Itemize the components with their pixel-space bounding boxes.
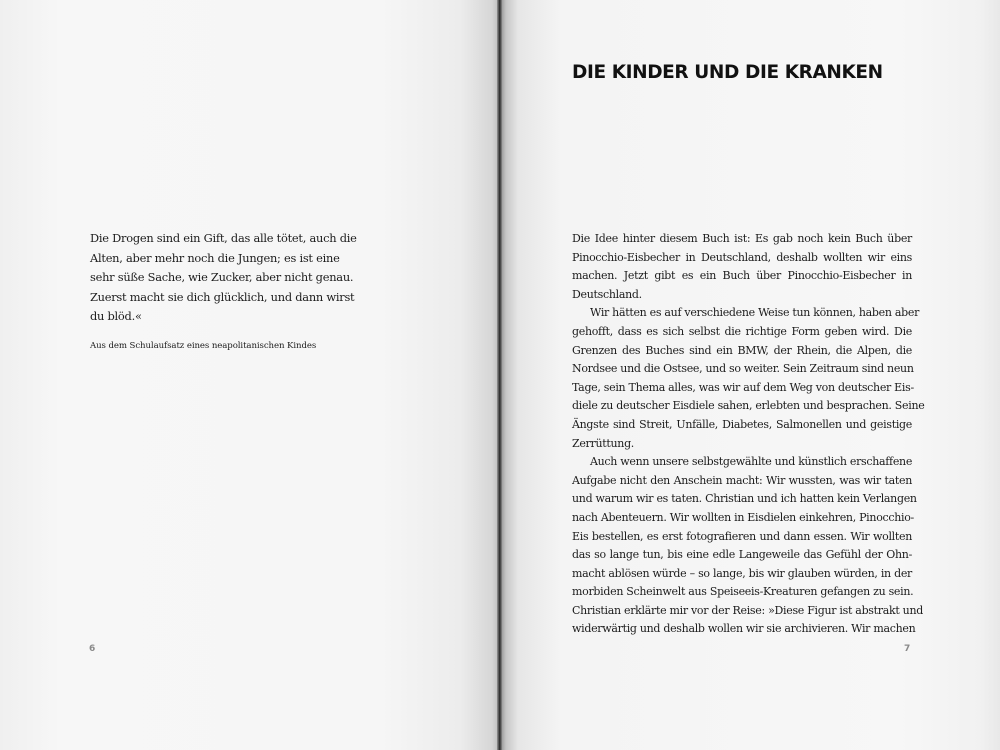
epigraph-line: Alten, aber mehr noch die Jungen; es ist eine (90, 250, 340, 265)
text-line: Grenzen des Buches sind ein BMW, der Rhein, die Alpen, die (572, 343, 912, 357)
text-line: gehofft, dass es sich selbst die richtige Form geben wird. Die (572, 324, 912, 338)
book-spine-gutter (497, 0, 502, 750)
text-line: Christian erklärte mir vor der Reise: »Diese Figur ist abstrakt und (572, 603, 923, 617)
text-line: und warum wir es taten. Christian und ich hatten kein Verlangen (572, 492, 917, 506)
text-line: widerwärtig und deshalb wollen wir sie archivieren. Wir machen (572, 622, 916, 636)
text-line: Deutschland. (572, 287, 642, 301)
page-number-left: 6 (89, 644, 96, 654)
text-line: Eis bestellen, es erst fotografieren und dann essen. Wir wollten (572, 529, 912, 543)
epigraph-line: sehr süße Sache, wie Zucker, aber nicht genau. (90, 270, 354, 285)
page-number-right: 7 (904, 644, 911, 654)
chapter-body-text (572, 230, 925, 639)
text-line: Nordsee und die Ostsee, und so weiter. Sein Zeitraum sind neun (572, 362, 914, 376)
text-line: Zerrüttung. (572, 436, 635, 450)
epigraph-source: Aus dem Schulaufsatz eines neapolitanischen Kindes (90, 341, 317, 351)
text-line: macht ablösen würde – so lange, bis wir glauben würden, in der (572, 566, 912, 580)
text-line: diele zu deutscher Eisdiele sahen, erlebten und besprachen. Seine (572, 399, 925, 413)
epigraph-line: Die Drogen sind ein Gift, das alle tötet, auch die (90, 231, 357, 245)
text-line: Die Idee hinter diesem Buch ist: Es gab noch kein Buch über (572, 232, 912, 245)
text-line: morbiden Scheinwelt aus Speiseeis-Kreaturen gefangen zu sein. (572, 585, 914, 599)
text-line: Pinocchio-Eisbecher in Deutschland, deshalb wollten wir eins (572, 250, 912, 264)
epigraph-line: Zuerst macht sie dich glücklich, und dann wirst (90, 289, 355, 304)
text-line: machen. Jetzt gibt es ein Buch über Pinocchio-Eisbecher in (572, 269, 912, 283)
text-line: Tage, sein Thema alles, was wir auf dem Weg von deutscher Eis- (572, 380, 914, 394)
text-line: Ängste sind Streit, Unfälle, Diabetes, Salmonellen und geistige (572, 417, 912, 431)
text-line: das so lange tun, bis eine edle Langeweile das Gefühl der Ohn- (572, 548, 912, 562)
text-line: Auch wenn unsere selbstgewählte und künstlich erschaffene (590, 455, 913, 469)
chapter-title: DIE KINDER UND DIE KRANKEN (572, 62, 883, 83)
epigraph-line: du blöd.« (90, 309, 142, 324)
epigraph-quote (90, 229, 357, 327)
text-line: nach Abenteuern. Wir wollten in Eisdielen einkehren, Pinocchio- (572, 510, 914, 524)
text-line: Aufgabe nicht den Anschein macht: Wir wussten, was wir taten (572, 473, 912, 487)
text-line: Wir hätten es auf verschiedene Weise tun können, haben aber (590, 306, 920, 320)
